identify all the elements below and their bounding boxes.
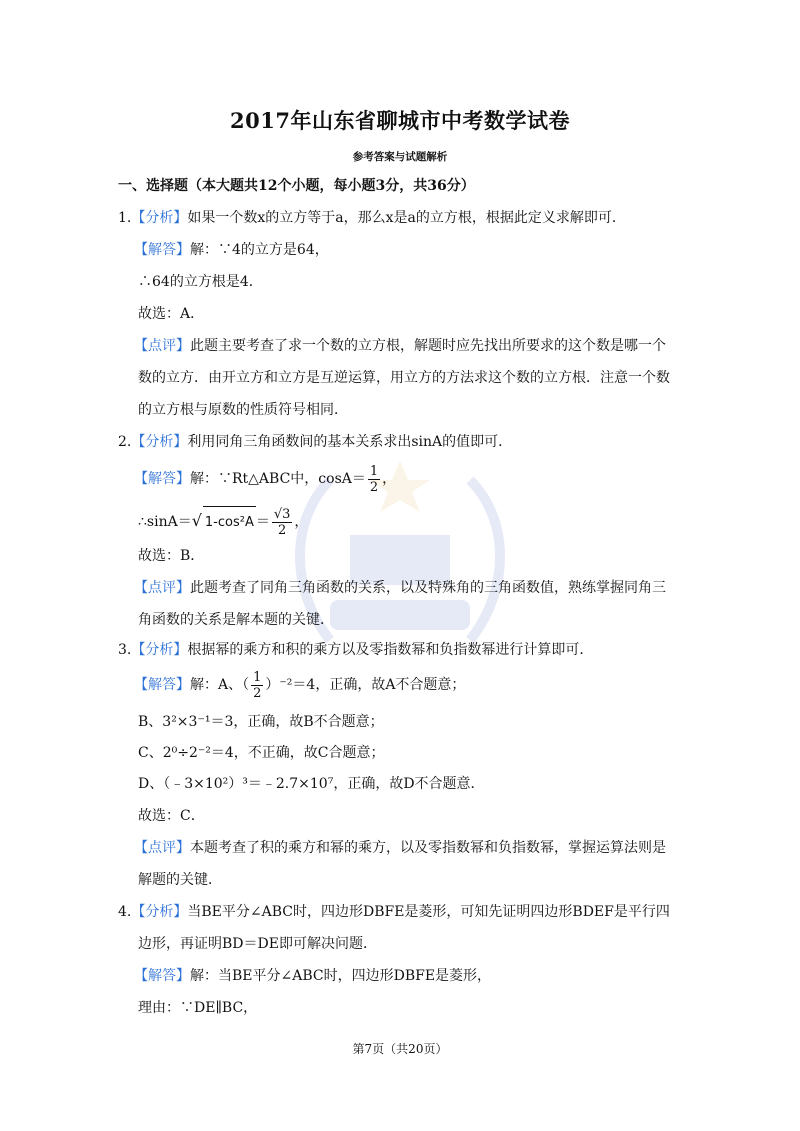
comment-tag: 【点评】: [134, 338, 190, 354]
q3-comment-text-1: 本题考查了积的乘方和幂的乘方，以及零指数幂和负指数幂，掌握运算法则是: [190, 840, 666, 856]
q2-comment-line-2: 角函数的关系是解本题的关键．: [138, 612, 334, 628]
radical-icon: √: [191, 511, 202, 530]
q4-analysis-line-1: [118, 902, 670, 922]
section-heading: 一、选择题（本大题共12个小题，每小题3分，共36分）: [118, 178, 475, 194]
q3-option-b: B、3²×3⁻¹＝3，正确，故B不合题意；: [138, 714, 384, 730]
q2-answer-line-2: [138, 505, 308, 539]
analysis-tag: 【分析】: [131, 904, 188, 920]
q2-fraction-2: [272, 507, 293, 538]
page-title: 2017年山东省聊城市中考数学试卷: [230, 108, 570, 133]
q3-answer-line-a: [134, 669, 465, 701]
answer-tag: 【解答】: [134, 471, 190, 487]
q4-analysis-line-2: 边形，再证明BD＝DE即可解决问题．: [138, 936, 377, 952]
q1-comment-line-2: 数的立方．由开立方和立方是互逆运算，用立方的方法求这个数的立方根．注意一个数: [138, 370, 670, 386]
q2-answer-comma: ，: [382, 471, 397, 487]
q3-analysis-text: 根据幂的乘方和积的乘方以及零指数幂和负指数幂进行计算即可．: [187, 642, 594, 658]
comment-tag: 【点评】: [134, 840, 190, 856]
q1-answer-line-2: ∴64的立方根是4．: [138, 274, 263, 290]
q3-analysis-line: [118, 640, 593, 660]
q4-answer-line-1: [134, 966, 491, 986]
q1-analysis-line: [118, 208, 626, 228]
q2-comment-line-1: [134, 578, 666, 598]
q1-analysis-text: 如果一个数x的立方等于a，那么x是a的立方根，根据此定义求解即可．: [187, 210, 626, 226]
q2-analysis-text: 利用同角三角函数间的基本关系求出sinA的值即可．: [187, 434, 513, 450]
answer-tag: 【解答】: [134, 242, 190, 258]
q1-answer-line-1: [134, 240, 329, 260]
fraction-denominator: 2: [278, 522, 287, 538]
q2-answer-line-1: [134, 463, 396, 495]
q2-sqrt-expression: 1-cos²A: [203, 506, 256, 539]
q2-answer-comma-2: ，: [294, 514, 309, 530]
fraction-denominator: 2: [369, 479, 379, 495]
q2-equals: ＝: [255, 514, 270, 530]
q1-choice: 故选：A．: [138, 306, 205, 322]
q2-answer-text-2: ∴sinA＝: [138, 514, 192, 530]
fraction-denominator: 2: [253, 685, 262, 701]
q3-choice: 故选：C．: [138, 808, 205, 824]
comment-tag: 【点评】: [134, 580, 190, 596]
q3-comment-line-2: 解题的关键．: [138, 872, 222, 888]
answer-tag: 【解答】: [134, 677, 190, 693]
page-footer: 第7页（共20页）: [352, 1042, 448, 1056]
q1-number: 1.: [118, 210, 132, 226]
q2-comment-text-1: 此题考查了同角三角函数的关系，以及特殊角的三角函数值，熟练掌握同角三: [190, 580, 666, 596]
q4-answer-text-1: 解：当BE平分∠ABC时，四边形DBFE是菱形，: [190, 968, 492, 984]
q2-choice: 故选：B．: [138, 548, 205, 564]
fraction-numerator: √3: [273, 506, 291, 522]
q4-answer-line-2: 理由：∵DE∥BC，: [138, 1000, 258, 1016]
q2-analysis-line: [118, 432, 512, 452]
q2-number: 2.: [118, 434, 132, 450]
q3-answer-a-pre: 解：A、（: [190, 677, 250, 693]
q3-comment-line-1: [134, 838, 666, 858]
q3-option-c: C、2⁰÷2⁻²＝4，不正确，故C合题意；: [138, 745, 385, 761]
q3-number: 3.: [118, 642, 132, 658]
analysis-tag: 【分析】: [131, 434, 188, 450]
q4-number: 4.: [118, 904, 132, 920]
q1-comment-text-1: 此题主要考查了求一个数的立方根，解题时应先找出所要求的这个数是哪一个: [190, 338, 666, 354]
q3-answer-a-post: ）⁻²＝4，正确，故A不合题意；: [265, 677, 466, 693]
q1-answer-text-1: 解：∵4的立方是64，: [190, 242, 329, 258]
analysis-tag: 【分析】: [131, 210, 188, 226]
page-subtitle: 参考答案与试题解析: [352, 151, 448, 163]
q2-fraction: [368, 464, 380, 495]
q2-answer-text-1: 解：∵Rt△ABC中，cosA＝: [190, 471, 366, 487]
fraction-numerator: 1: [253, 669, 262, 685]
q1-comment-line-3: 的立方根与原数的性质符号相同．: [138, 402, 348, 418]
q4-analysis-text-1: 当BE平分∠ABC时，四边形DBFE是菱形，可知先证明四边形BDEF是平行四: [187, 904, 670, 920]
q3-fraction: [251, 670, 263, 701]
fraction-numerator: 1: [369, 463, 379, 479]
q3-option-d: D、（﹣3×10²）³＝﹣2.7×10⁷，正确，故D不合题意．: [138, 776, 485, 792]
q1-comment-line-1: [134, 336, 666, 356]
analysis-tag: 【分析】: [131, 642, 188, 658]
answer-tag: 【解答】: [134, 968, 190, 984]
